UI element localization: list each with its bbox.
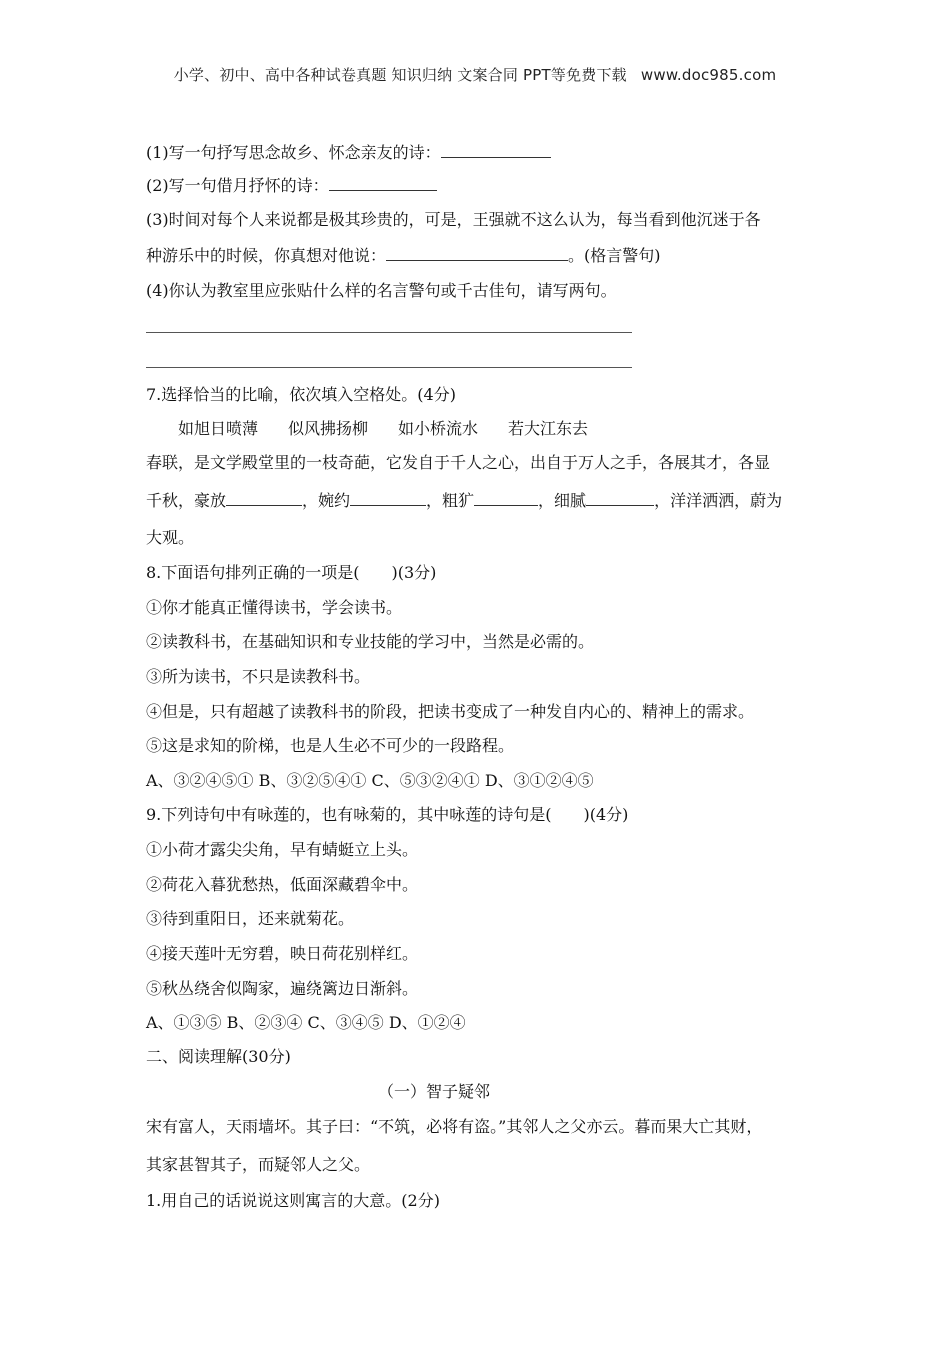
q9-item: ②荷花入暮犹愁热，低面深藏碧伞中。 <box>146 875 419 894</box>
q8-title: 8.下面语句排列正确的一项是( )(3分) <box>146 563 437 582</box>
q8-choices: A、③②④⑤① B、③②⑤④① C、⑤③②④① D、③①②④⑤ <box>146 771 594 790</box>
q9-item: ④接天莲叶无穷碧，映日荷花别样红。 <box>146 944 419 963</box>
q7-option: 如小桥流水 <box>398 419 479 438</box>
q8-item: ③所为读书，不只是读教科书。 <box>146 667 371 686</box>
answer-blank[interactable] <box>586 491 654 506</box>
answer-blank[interactable] <box>226 491 302 506</box>
q6-item-1: (1)写一句抒写思念故乡、怀念亲友的诗： <box>146 143 551 163</box>
answer-line[interactable] <box>146 367 632 368</box>
q9-title: 9.下列诗句中有咏莲的，也有咏菊的，其中咏莲的诗句是( )(4分) <box>146 805 629 824</box>
q9-choices: A、①③⑤ B、②③④ C、③④⑤ D、①②④ <box>146 1013 466 1032</box>
q8-item: ②读教科书，在基础知识和专业技能的学习中，当然是必需的。 <box>146 632 595 651</box>
answer-blank[interactable] <box>350 491 426 506</box>
section-title: 二、阅读理解(30分) <box>146 1047 291 1066</box>
q7-title: 7.选择恰当的比喻，依次填入空格处。(4分) <box>146 385 456 404</box>
q6-item-3-line2: 种游乐中的时候，你真想对他说： 。(格言警句) <box>146 246 661 265</box>
answer-blank[interactable] <box>474 491 538 506</box>
q7-passage-line2: 千秋，豪放 ，婉约 ，粗犷 ，细腻 ，洋洋洒洒，蔚为 <box>146 491 783 510</box>
q6-item-4: (4)你认为教室里应张贴什么样的名言警句或千古佳句，请写两句。 <box>146 281 617 300</box>
q6-item-2: (2)写一句借月抒怀的诗： <box>146 176 437 196</box>
q8-item: ④但是，只有超越了读教科书的阶段，把读书变成了一种发自内心的、精神上的需求。 <box>146 702 755 721</box>
answer-line[interactable] <box>146 332 632 333</box>
q8-item: ⑤这是求知的阶梯，也是人生必不可少的一段路程。 <box>146 736 515 755</box>
q6-item-3-line1: (3)时间对每个人来说都是极其珍贵的，可是，王强就不这么认为，每当看到他沉迷于各 <box>146 210 761 229</box>
header-text: 小学、初中、高中各种试卷真题 知识归纳 文案合同 PPT等免费下载 <box>173 66 627 84</box>
q9-item: ①小荷才露尖尖角，早有蜻蜓立上头。 <box>146 840 419 859</box>
q7-option: 似风拂扬柳 <box>288 419 369 438</box>
answer-blank[interactable] <box>441 143 551 158</box>
passage-line1: 宋有富人，天雨墙坏。其子曰：“不筑，必将有盗。”其邻人之父亦云。暮而果大亡其财， <box>146 1117 763 1136</box>
answer-blank[interactable] <box>329 176 437 191</box>
passage-line2: 其家甚智其子，而疑邻人之父。 <box>146 1155 371 1174</box>
q9-item: ⑤秋丛绕舍似陶家，遍绕篱边日渐斜。 <box>146 979 419 998</box>
q7-passage-line3: 大观。 <box>146 528 195 547</box>
q7-passage-line1: 春联，是文学殿堂里的一枝奇葩，它发自于千人之心，出自于万人之手，各展其才，各显 <box>146 453 771 472</box>
page-header <box>0 64 950 85</box>
q7-option: 如旭日喷薄 <box>178 419 259 438</box>
header-url[interactable]: www.doc985.com <box>640 66 777 84</box>
q8-item: ①你才能真正懂得读书，学会读书。 <box>146 598 403 617</box>
q7-option: 若大江东去 <box>508 419 589 438</box>
passage-title: （一）智子疑邻 <box>378 1082 491 1101</box>
q7-options <box>178 419 588 439</box>
reading-question-1: 1.用自己的话说说这则寓言的大意。(2分) <box>146 1191 440 1210</box>
answer-blank[interactable] <box>386 246 568 261</box>
q9-item: ③待到重阳日，还来就菊花。 <box>146 909 355 928</box>
